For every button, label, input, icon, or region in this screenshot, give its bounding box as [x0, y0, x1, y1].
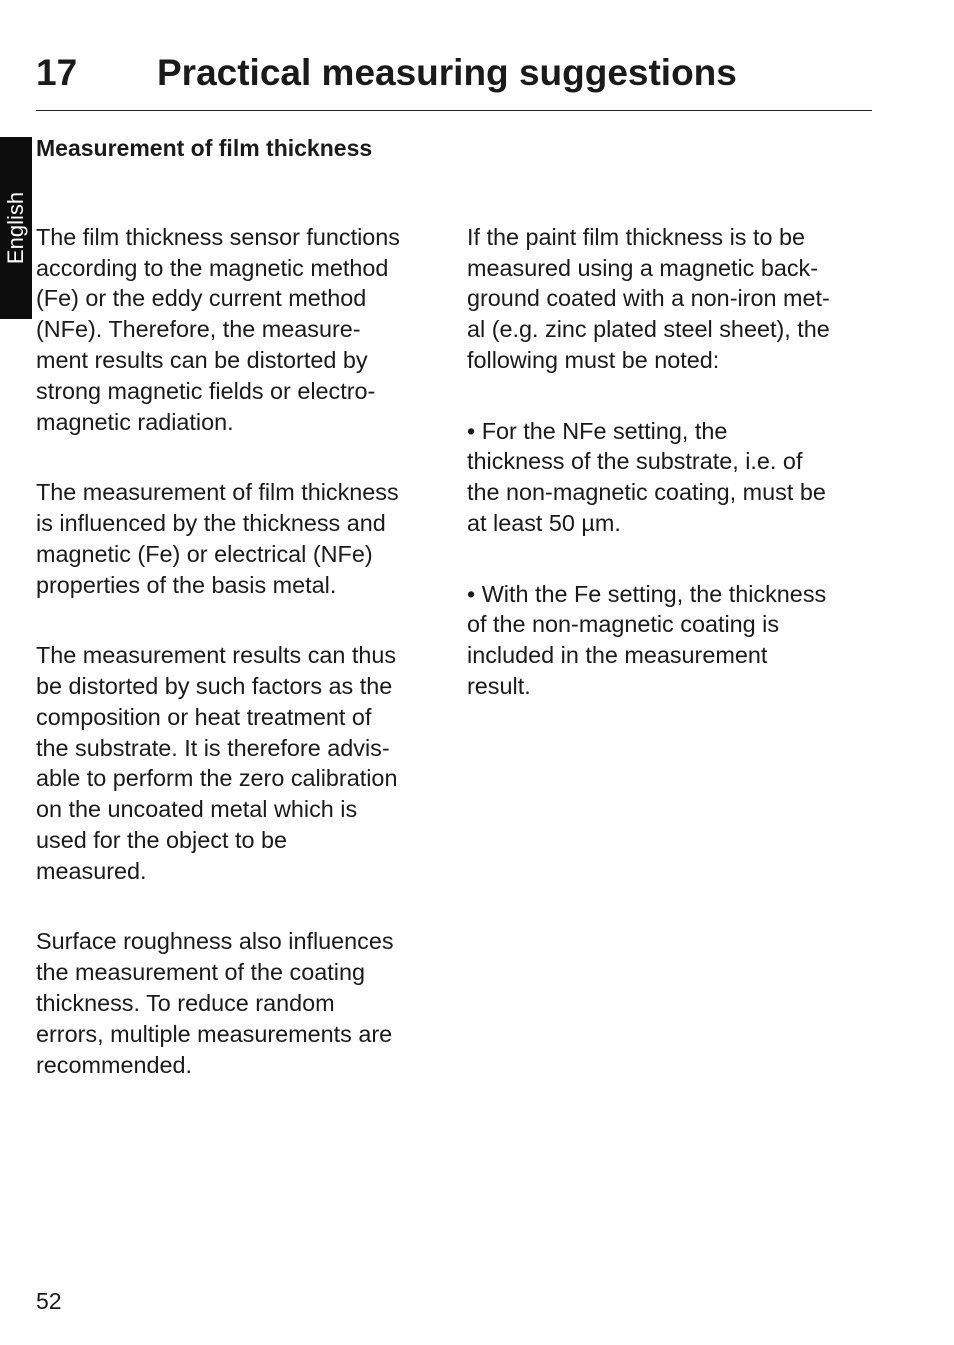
bullet-item: • For the NFe setting, the thickness of the substrate, i.e. of the non-magnetic coating, must be at least 50 µm.: [467, 417, 826, 536]
language-tab: [0, 137, 32, 319]
chapter-number: 17: [36, 52, 78, 93]
paragraph: The measurement of film thickness is influenced by the thickness and magnetic (Fe) or electrical (NFe) properties of the basis metal.: [36, 479, 399, 598]
language-tab-label: English: [3, 191, 28, 265]
paragraph: The film thickness sensor functions according to the magnetic method (Fe) or the eddy current method (NFe). Therefore, the measure- ment results can be distorted by strong magnetic fields or electro- magnetic radiation.: [36, 223, 401, 435]
bullet-item: • With the Fe setting, the thickness of the non-magnetic coating is included in the measurement result.: [467, 580, 827, 699]
paragraph: The measurement results can thus be distorted by such factors as the composition or heat treatment of the substrate. It is therefore advis- able to perform the zero calibration on the uncoated metal which is used for the object to be measured.: [36, 642, 398, 884]
right-column: [467, 191, 927, 742]
paragraph: Surface roughness also influences the measurement of the coating thickness. To reduce random errors, multiple measurements are recommended.: [36, 928, 394, 1078]
chapter-title: Practical measuring suggestions: [157, 52, 737, 93]
section-heading: Measurement of film thickness: [36, 135, 373, 161]
chapter-header: [36, 50, 872, 111]
intro-paragraph: If the paint film thickness is to be measured using a magnetic back- ground coated with a non-iron met- al (e.g. zinc plated steel sheet), the following must be noted:: [467, 223, 830, 373]
left-column: [36, 191, 456, 1120]
page-number: 52: [36, 1288, 62, 1314]
